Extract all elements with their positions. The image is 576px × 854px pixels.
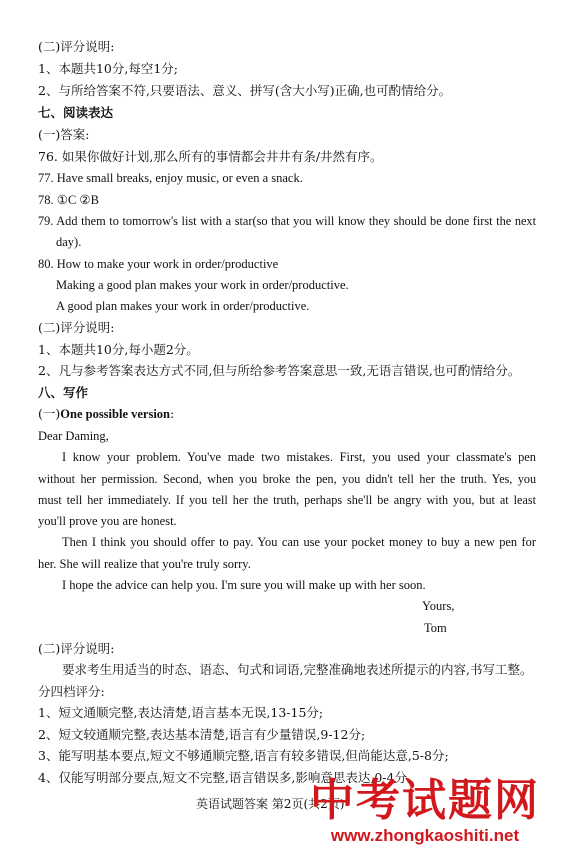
answers-header: (一)答案: [38, 127, 90, 142]
scoring-header: (二)评分说明: [38, 641, 115, 656]
version-header [38, 406, 174, 422]
letter-line: I know your problem. You've made two mistakes. First, you used your classmate's pen [62, 450, 536, 464]
scoring-item: 2、凡与参考答案表达方式不同,但与所给参考答案意思一致,无语言错误,也可酌情给分。 [38, 363, 521, 378]
version-header-bold: One possible version [60, 407, 171, 421]
answer-80: 80. How to make your work in order/productive [38, 257, 279, 271]
version-header-suffix: : [170, 406, 175, 421]
answer-78: 78. ①C ②B [38, 193, 99, 207]
page-footer: 英语试题答案 第2页(共2页) [196, 797, 345, 811]
letter-line: must tell her immediately. If you tell her the truth, perhaps she'll be angry with you, but at least [38, 493, 536, 507]
watermark [280, 776, 570, 846]
version-header-prefix: (一) [38, 406, 61, 421]
answer-80-alt-1: Making a good plan makes your work in order/productive. [56, 278, 349, 292]
letter-line: I hope the advice can help you. I'm sure you will make up with her soon. [62, 578, 426, 592]
letter-line: you'll prove you are honest. [38, 514, 177, 528]
grading-item: 1、短文通顺完整,表达清楚,语言基本无误,13-15分; [38, 705, 324, 720]
answer-79: 79. Add them to tomorrow's list with a star(so that you will know they should be done first the next [38, 214, 536, 228]
letter-greeting: Dear Daming, [38, 429, 109, 443]
letter-signature: Tom [424, 621, 447, 635]
scoring-item: 1、本题共10分,每空1分; [38, 61, 178, 76]
scoring-header: (二)评分说明: [38, 39, 115, 54]
section-8-title: 八、写作 [38, 385, 89, 400]
scoring-intro: 要求考生用适当的时态、语态、句式和词语,完整准确地表述所提示的内容,书写工整。 [62, 662, 533, 677]
answer-79-cont: day). [56, 235, 82, 249]
answer-80-alt-2: A good plan makes your work in order/productive. [56, 299, 310, 313]
letter-line: without her permission. Second, when you broke the pen, you didn't tell her the truth. Yes, you [38, 472, 536, 486]
grading-item: 3、能写明基本要点,短文不够通顺完整,语言有较多错误,但尚能达意,5-8分; [38, 748, 449, 763]
answer-76: 76. 如果你做好计划,那么所有的事情都会井井有条/井然有序。 [38, 149, 383, 164]
letter-closing: Yours, [422, 599, 455, 613]
watermark-url: www.zhongkaoshiti.net [330, 826, 520, 845]
answer-77: 77. Have small breaks, enjoy music, or even a snack. [38, 171, 303, 185]
grading-item: 2、短文较通顺完整,表达基本清楚,语言有少量错误,9-12分; [38, 727, 366, 742]
scoring-item: 2、与所给答案不符,只要语法、意义、拼写(含大小写)正确,也可酌情给分。 [38, 83, 452, 98]
section-7-title: 七、阅读表达 [38, 105, 114, 120]
watermark-title: 中考试题网 [310, 775, 540, 826]
letter-line: Then I think you should offer to pay. You can use your pocket money to buy a new pen for [62, 535, 536, 549]
scoring-header: (二)评分说明: [38, 320, 115, 335]
grading-header: 分四档评分: [38, 684, 105, 699]
scoring-item: 1、本题共10分,每小题2分。 [38, 342, 199, 357]
grading-item: 4、仅能写明部分要点,短文不完整,语言错误多,影响意思表达,0-4分。 [38, 770, 420, 785]
letter-line: her. She will realize that you're truly sorry. [38, 557, 251, 571]
